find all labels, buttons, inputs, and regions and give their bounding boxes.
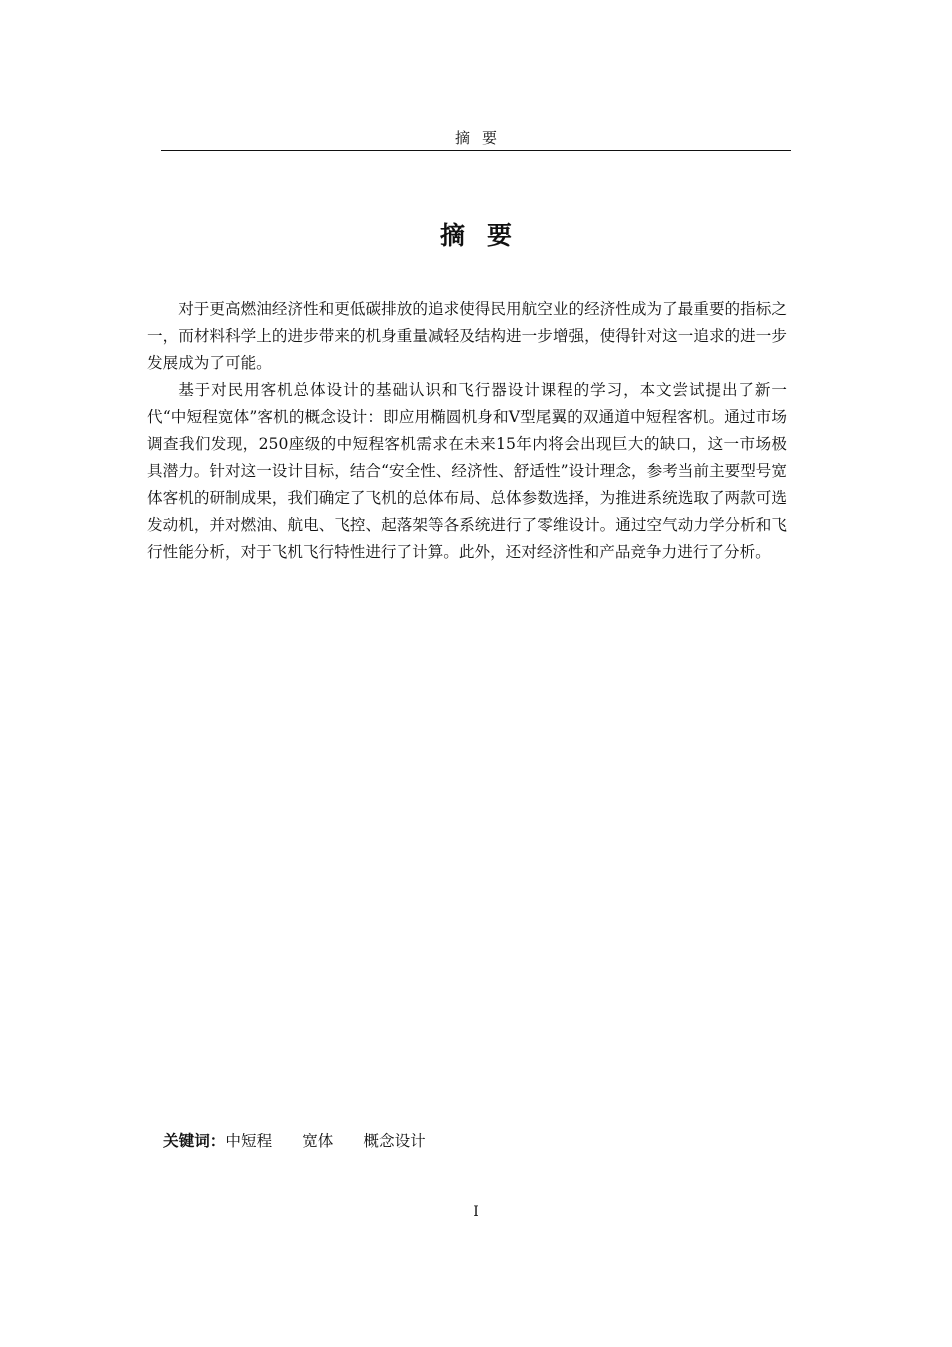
keyword-term: 宽体 <box>302 1132 334 1150</box>
running-header: 摘要 <box>454 129 509 147</box>
keywords-line <box>163 1129 426 1153</box>
header-rule <box>161 150 791 151</box>
keyword-term: 概念设计 <box>363 1132 426 1150</box>
page-title: 摘要 <box>439 221 534 250</box>
abstract-paragraph-1: 对于更高燃油经济性和更低碳排放的追求使得民用航空业的经济性成为了最重要的指标之一，而材料科学上的进步带来的机身重量减轻及结构进一步增强，使得针对这一追求的进一步发展成为了可能。 <box>147 300 787 372</box>
keywords-label: 关键词： <box>163 1132 226 1150</box>
page-number: I <box>473 1204 479 1220</box>
abstract-paragraph-2: 基于对民用客机总体设计的基础认识和飞行器设计课程的学习，本文尝试提出了新一代“中短程宽体”客机的概念设计：即应用椭圆机身和V型尾翼的双通道中短程客机。通过市场调查我们发现，250座级的中短程客机需求在未来15年内将会出现巨大的缺口，这一市场极具潜力。针对这一设计目标，结合“安全性、经济性、舒适性”设计理念，参考当前主要型号宽体客机的研制成果，我们确定了飞机的总体布局、总体参数选择，为推进系统选取了两款可选发动机，并对燃油、航电、飞控、起落架等各系统进行了零维设计。通过空气动力学分析和飞行性能分析，对于飞机飞行特性进行了计算。此外，还对经济性和产品竞争力进行了分析。 <box>147 381 787 561</box>
keyword-term: 中短程 <box>225 1132 273 1150</box>
abstract-body <box>147 296 787 566</box>
